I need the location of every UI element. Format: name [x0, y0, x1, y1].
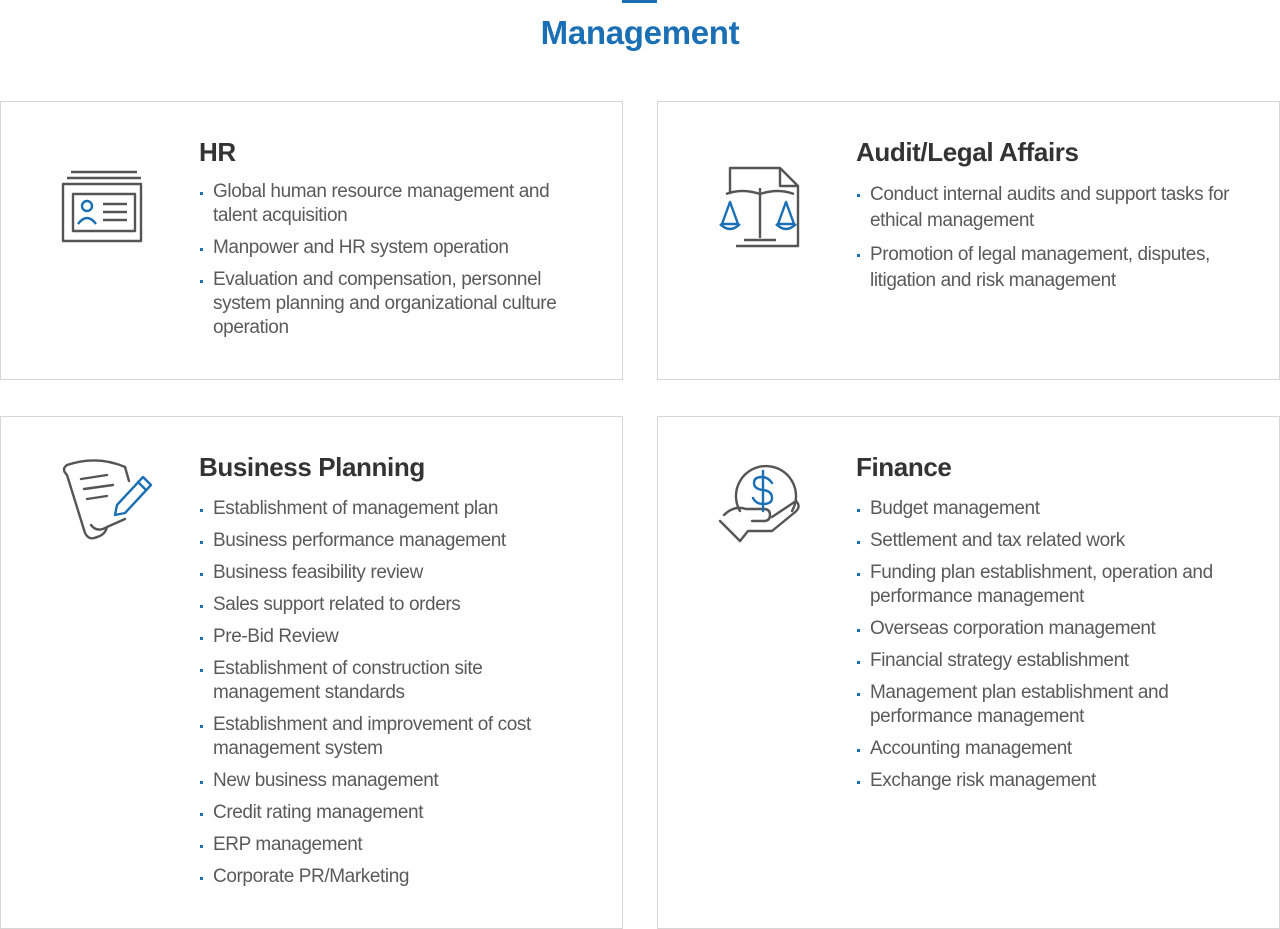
list-item: Budget management	[856, 497, 1239, 521]
list-item: Business feasibility review	[199, 561, 582, 585]
card-title: Finance	[856, 452, 952, 482]
list-item: Funding plan establishment, operation and performance management	[856, 561, 1239, 609]
card-hr	[0, 101, 623, 380]
list-item: Conduct internal audits and support tasks for ethical management	[856, 182, 1239, 234]
hr-task-list	[199, 180, 582, 340]
id-card-icon	[59, 162, 155, 250]
list-item: Settlement and tax related work	[856, 529, 1239, 553]
list-item: Overseas corporation management	[856, 617, 1239, 641]
audit-task-list	[856, 182, 1239, 294]
list-item: ERP management	[199, 833, 582, 857]
card-finance	[657, 416, 1280, 929]
list-item: Credit rating management	[199, 801, 582, 825]
list-item: Promotion of legal management, disputes, litigation and risk management	[856, 242, 1239, 294]
list-item: Global human resource management and talent acquisition	[199, 180, 582, 228]
legal-scales-icon	[716, 162, 812, 250]
list-item: Accounting management	[856, 737, 1239, 761]
list-item: Sales support related to orders	[199, 593, 582, 617]
list-item: Management plan establishment and performance management	[856, 681, 1239, 729]
list-item: Financial strategy establishment	[856, 649, 1239, 673]
page-title: Management	[540, 14, 740, 51]
card-audit-legal	[657, 101, 1280, 380]
list-item: Pre-Bid Review	[199, 625, 582, 649]
card-title: Business Planning	[199, 452, 425, 482]
scroll-pen-icon	[59, 455, 155, 543]
title-accent-bar	[622, 0, 657, 3]
list-item: Business performance management	[199, 529, 582, 553]
hand-dollar-icon	[716, 455, 812, 543]
list-item: Establishment of management plan	[199, 497, 582, 521]
list-item: Establishment and improvement of cost management system	[199, 713, 582, 761]
list-item: Exchange risk management	[856, 769, 1239, 793]
list-item: Manpower and HR system operation	[199, 236, 582, 260]
list-item: Evaluation and compensation, personnel system planning and organizational culture operation	[199, 268, 582, 340]
list-item: New business management	[199, 769, 582, 793]
card-title: HR	[199, 137, 236, 167]
planning-task-list	[199, 497, 582, 889]
list-item: Corporate PR/Marketing	[199, 865, 582, 889]
card-title: Audit/Legal Affairs	[856, 137, 1079, 167]
finance-task-list	[856, 497, 1239, 793]
card-business-planning	[0, 416, 623, 929]
list-item: Establishment of construction site management standards	[199, 657, 582, 705]
